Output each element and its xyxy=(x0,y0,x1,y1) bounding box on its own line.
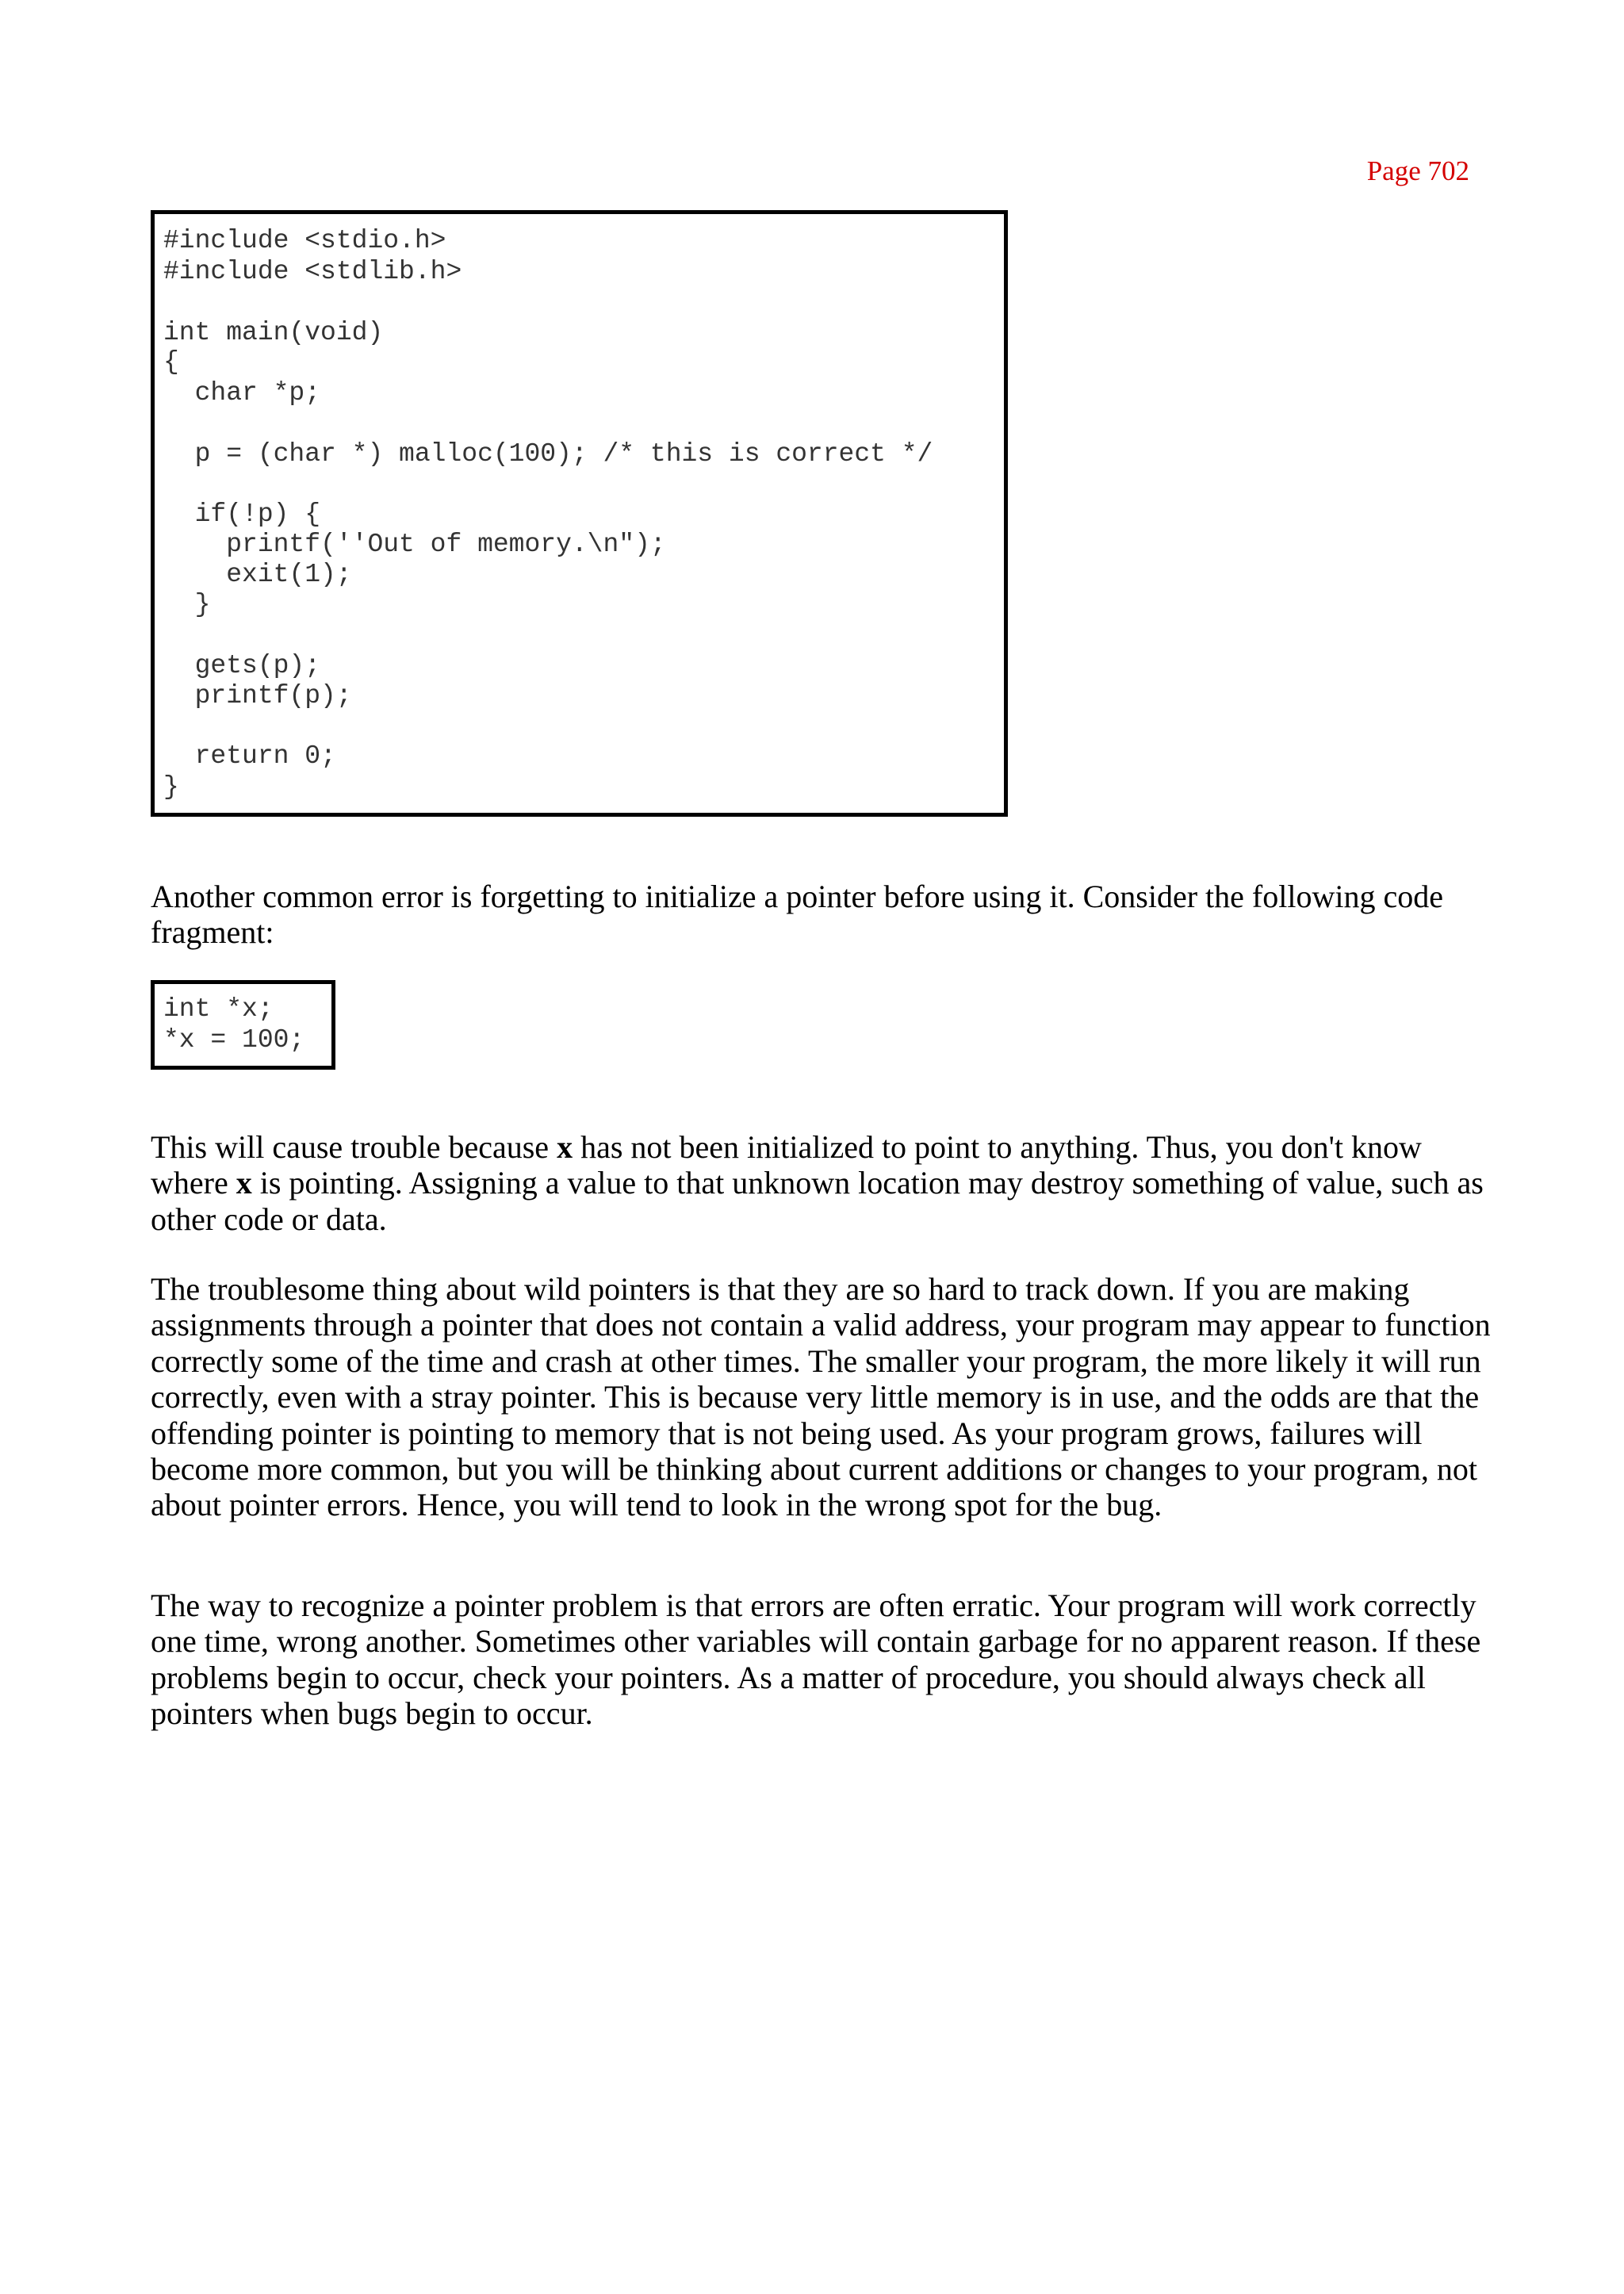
code-line: { xyxy=(163,347,179,377)
paragraph-wild-pointers: The troublesome thing about wild pointers is that they are so hard to track down. If you are making assignments through a pointer that does not contain a valid address, your program may appear to function correctly some of the time and crash at other times. The smaller your program, the more likely it will run correctly, even with a stray pointer. This is because very little memory is in use, and the odds are that the offending pointer is pointing to memory that is not being used. As your program grows, failures will become more common, but you will be thinking about current additions or changes to your program, not about pointer errors. Hence, you will tend to look in the wrong spot for the bug. xyxy=(151,1271,1491,1523)
code-line: char *p; xyxy=(163,378,321,408)
code-line: } xyxy=(163,772,179,802)
code-line: printf(p); xyxy=(163,681,352,710)
code-line: *x = 100; xyxy=(163,1025,305,1055)
code-line: } xyxy=(163,590,211,619)
code-line: p = (char *) malloc(100); /* this is correct */ xyxy=(163,439,933,469)
code-block-malloc-example xyxy=(151,210,1008,817)
code-line: int main(void) xyxy=(163,318,384,347)
code-line: printf(''Out of memory.\n"); xyxy=(163,530,666,559)
code-line: #include <stdlib.h> xyxy=(163,257,462,286)
code-line: if(!p) { xyxy=(163,500,321,529)
paragraph-recognize-problem: The way to recognize a pointer problem is that errors are often erratic. Your program will work correctly one time, wrong another. Sometimes other variables will contain garbage for no apparent reason. If these problems begin to occur, check your pointers. As a matter of procedure, you should always check all pointers when bugs begin to occur. xyxy=(151,1587,1481,1732)
code-block-wild-pointer xyxy=(151,980,335,1070)
code-line: return 0; xyxy=(163,741,336,771)
paragraph-uninitialized-pointer-intro: Another common error is forgetting to initialize a pointer before using it. Consider the following code fragment: xyxy=(151,879,1443,951)
variable-x: x xyxy=(236,1165,252,1201)
variable-x: x xyxy=(557,1129,573,1165)
page-number: Page 702 xyxy=(1366,155,1469,186)
code-line: gets(p); xyxy=(163,651,321,680)
text-segment: This will cause trouble because xyxy=(151,1129,557,1165)
code-line: exit(1); xyxy=(163,560,352,589)
code-line: int *x; xyxy=(163,994,274,1024)
paragraph-trouble-explanation xyxy=(151,1129,1491,1237)
text-segment: is pointing. Assigning a value to that unknown location may destroy something of value, such as other code or data. xyxy=(151,1165,1484,1237)
code-line: #include <stdio.h> xyxy=(163,226,446,255)
text-segment: has not been initialized to point to anything. Thus, you don't know where xyxy=(151,1129,1422,1201)
